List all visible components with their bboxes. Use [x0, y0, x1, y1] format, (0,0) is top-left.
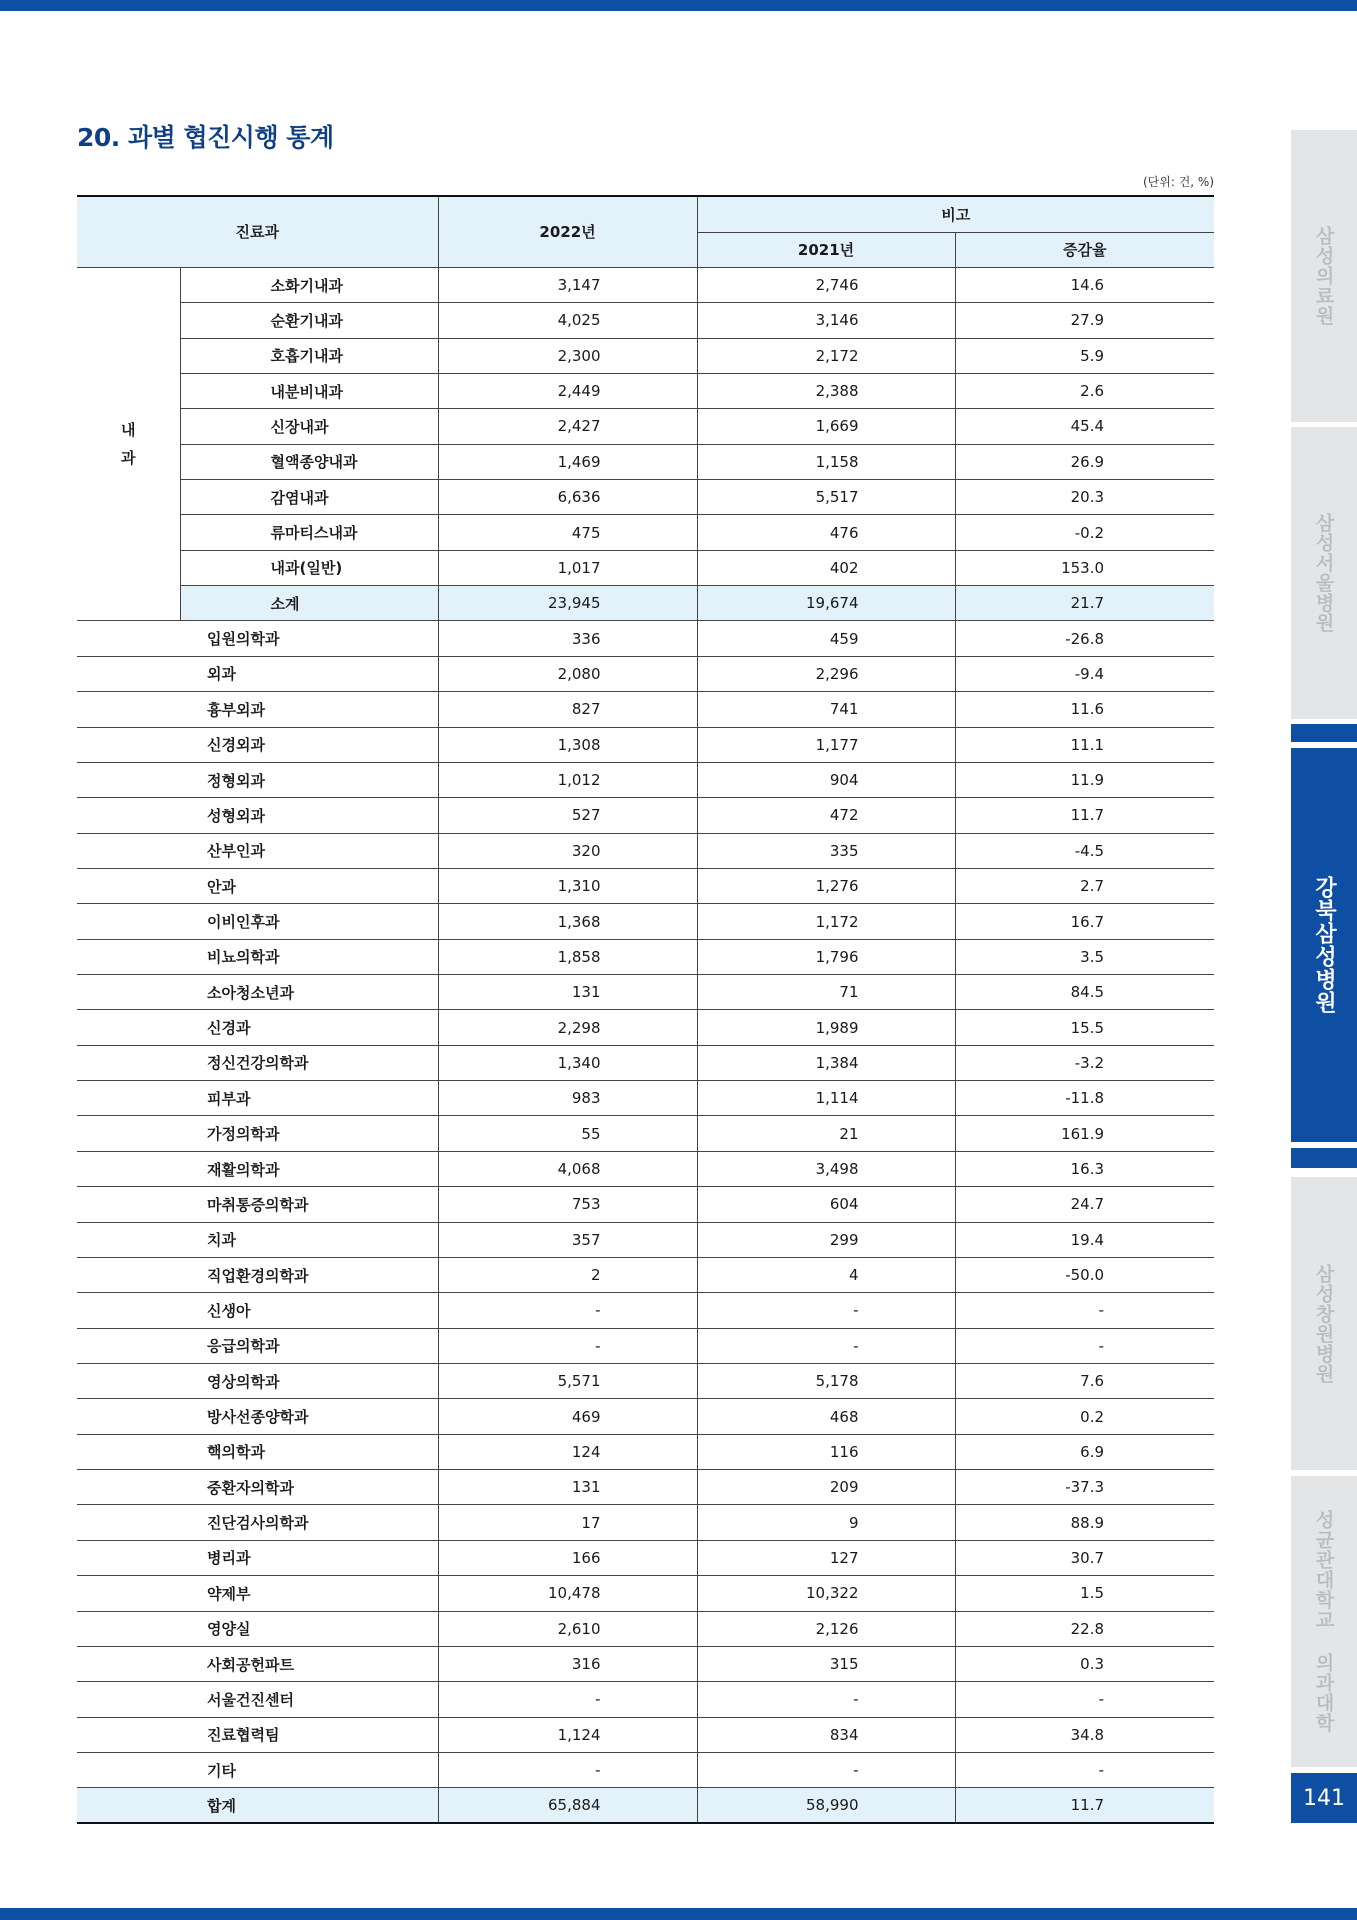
value-2022: 3,147 [438, 267, 697, 302]
change-rate: 11.1 [955, 727, 1214, 762]
value-2022: - [438, 1293, 697, 1328]
side-tab-accent [1291, 724, 1357, 742]
value-2022: 1,308 [438, 727, 697, 762]
value-2022: 6,636 [438, 480, 697, 515]
value-2021: 2,126 [697, 1611, 955, 1646]
table-row [77, 1081, 1214, 1116]
value-2022: 1,340 [438, 1045, 697, 1080]
change-rate: 45.4 [955, 409, 1214, 444]
value-2021: 116 [697, 1434, 955, 1469]
table-row [77, 975, 1214, 1010]
value-2021: 476 [697, 515, 955, 550]
table-row [77, 1364, 1214, 1399]
side-tab-4[interactable]: 삼성창원병원 [1291, 1177, 1357, 1470]
value-2022: 1,858 [438, 939, 697, 974]
table-row [77, 1045, 1214, 1080]
group-label-internal-medicine: 내 과 [77, 267, 180, 621]
value-2021: 459 [697, 621, 955, 656]
table-row [77, 1540, 1214, 1575]
dept-name: 방사선종양학과 [77, 1399, 438, 1434]
value-2021: 402 [697, 550, 955, 585]
change-rate: -26.8 [955, 621, 1214, 656]
header-remark: 비고 [697, 196, 1214, 232]
value-2021: 299 [697, 1222, 955, 1257]
value-2021: 1,276 [697, 868, 955, 903]
value-2021: 1,172 [697, 904, 955, 939]
value-2021: 2,296 [697, 656, 955, 691]
table-row [77, 1611, 1214, 1646]
change-rate: 11.9 [955, 762, 1214, 797]
bottom-bar [0, 1908, 1357, 1920]
change-rate: 26.9 [955, 444, 1214, 479]
dept-name: 서울건진센터 [77, 1682, 438, 1717]
table-row [77, 1505, 1214, 1540]
dept-name: 신생아 [77, 1293, 438, 1328]
dept-name: 안과 [77, 868, 438, 903]
change-rate: 88.9 [955, 1505, 1214, 1540]
change-rate: 6.9 [955, 1434, 1214, 1469]
table-row [77, 515, 1214, 550]
change-rate: 16.3 [955, 1151, 1214, 1186]
table-row [77, 692, 1214, 727]
table-row [77, 267, 1214, 302]
dept-name: 소계 [180, 586, 438, 621]
table-row [77, 1470, 1214, 1505]
dept-name: 외과 [77, 656, 438, 691]
change-rate: -9.4 [955, 656, 1214, 691]
dept-name: 재활의학과 [77, 1151, 438, 1186]
change-rate: 5.9 [955, 338, 1214, 373]
value-2021: 904 [697, 762, 955, 797]
value-2021: - [697, 1682, 955, 1717]
value-2022: 4,068 [438, 1151, 697, 1186]
value-2021: 315 [697, 1646, 955, 1681]
value-2021: - [697, 1752, 955, 1787]
dept-name: 흉부외과 [77, 692, 438, 727]
stats-table [77, 195, 1214, 1824]
table-row [77, 1010, 1214, 1045]
change-rate: 11.7 [955, 1788, 1214, 1823]
change-rate: 2.6 [955, 373, 1214, 408]
change-rate: 30.7 [955, 1540, 1214, 1575]
value-2021: 1,796 [697, 939, 955, 974]
change-rate: 19.4 [955, 1222, 1214, 1257]
dept-name: 응급의학과 [77, 1328, 438, 1363]
value-2021: 9 [697, 1505, 955, 1540]
change-rate: 16.7 [955, 904, 1214, 939]
value-2022: 475 [438, 515, 697, 550]
change-rate: - [955, 1682, 1214, 1717]
change-rate: -50.0 [955, 1257, 1214, 1292]
value-2021: 604 [697, 1187, 955, 1222]
dept-name: 합계 [77, 1788, 438, 1823]
value-2021: 5,178 [697, 1364, 955, 1399]
change-rate: 0.3 [955, 1646, 1214, 1681]
total-row [77, 1788, 1214, 1823]
value-2022: 2,080 [438, 656, 697, 691]
value-2021: 834 [697, 1717, 955, 1752]
value-2022: 1,368 [438, 904, 697, 939]
dept-name: 혈액종양내과 [180, 444, 438, 479]
dept-name: 산부인과 [77, 833, 438, 868]
dept-name: 치과 [77, 1222, 438, 1257]
change-rate: 15.5 [955, 1010, 1214, 1045]
value-2021: 58,990 [697, 1788, 955, 1823]
change-rate: 1.5 [955, 1576, 1214, 1611]
header-year-2022: 2022년 [438, 196, 697, 267]
dept-name: 신경과 [77, 1010, 438, 1045]
value-2022: 316 [438, 1646, 697, 1681]
value-2021: 1,114 [697, 1081, 955, 1116]
value-2022: 23,945 [438, 586, 697, 621]
table-row [77, 656, 1214, 691]
table-row [77, 939, 1214, 974]
value-2021: 71 [697, 975, 955, 1010]
value-2022: 1,017 [438, 550, 697, 585]
value-2022: 753 [438, 1187, 697, 1222]
table-row [77, 1717, 1214, 1752]
value-2022: 17 [438, 1505, 697, 1540]
change-rate: 14.6 [955, 267, 1214, 302]
value-2022: 124 [438, 1434, 697, 1469]
dept-name: 가정의학과 [77, 1116, 438, 1151]
change-rate: -37.3 [955, 1470, 1214, 1505]
value-2021: 472 [697, 798, 955, 833]
value-2022: - [438, 1752, 697, 1787]
dept-name: 신경외과 [77, 727, 438, 762]
value-2022: 2,427 [438, 409, 697, 444]
value-2021: - [697, 1328, 955, 1363]
table-row [77, 1257, 1214, 1292]
value-2022: 4,025 [438, 303, 697, 338]
change-rate: 0.2 [955, 1399, 1214, 1434]
dept-name: 입원의학과 [77, 621, 438, 656]
value-2021: 2,746 [697, 267, 955, 302]
page-number: 141 [1291, 1773, 1357, 1823]
header-year-2021: 2021년 [697, 232, 955, 267]
value-2022: 55 [438, 1116, 697, 1151]
dept-name: 내분비내과 [180, 373, 438, 408]
side-tab-2[interactable]: 삼성서울병원 [1291, 427, 1357, 719]
change-rate: - [955, 1752, 1214, 1787]
change-rate: -11.8 [955, 1081, 1214, 1116]
change-rate: - [955, 1293, 1214, 1328]
value-2022: 336 [438, 621, 697, 656]
dept-name: 핵의학과 [77, 1434, 438, 1469]
unit-note: (단위: 건, %) [1142, 175, 1214, 189]
value-2022: 166 [438, 1540, 697, 1575]
side-tab-accent [1291, 1148, 1357, 1168]
dept-name: 영상의학과 [77, 1364, 438, 1399]
change-rate: 20.3 [955, 480, 1214, 515]
change-rate: 84.5 [955, 975, 1214, 1010]
table-row [77, 727, 1214, 762]
value-2022: 5,571 [438, 1364, 697, 1399]
table-row [77, 1399, 1214, 1434]
table-row [77, 480, 1214, 515]
change-rate: 3.5 [955, 939, 1214, 974]
value-2021: 19,674 [697, 586, 955, 621]
table-row [77, 1293, 1214, 1328]
table-row [77, 1151, 1214, 1186]
subtotal-row [77, 586, 1214, 621]
dept-name: 약제부 [77, 1576, 438, 1611]
value-2022: 320 [438, 833, 697, 868]
change-rate: 153.0 [955, 550, 1214, 585]
value-2022: 1,310 [438, 868, 697, 903]
dept-name: 피부과 [77, 1081, 438, 1116]
change-rate: 21.7 [955, 586, 1214, 621]
dept-name: 정형외과 [77, 762, 438, 797]
value-2022: 469 [438, 1399, 697, 1434]
value-2022: 357 [438, 1222, 697, 1257]
value-2022: 2 [438, 1257, 697, 1292]
value-2021: 127 [697, 1540, 955, 1575]
side-tab-1[interactable]: 삼성의료원 [1291, 130, 1357, 422]
dept-name: 직업환경의학과 [77, 1257, 438, 1292]
header-dept: 진료과 [77, 196, 438, 267]
change-rate: 27.9 [955, 303, 1214, 338]
change-rate: 11.6 [955, 692, 1214, 727]
change-rate: 161.9 [955, 1116, 1214, 1151]
change-rate: -3.2 [955, 1045, 1214, 1080]
value-2021: 335 [697, 833, 955, 868]
top-bar [0, 0, 1357, 11]
value-2022: 2,610 [438, 1611, 697, 1646]
dept-name: 영양실 [77, 1611, 438, 1646]
value-2022: 2,449 [438, 373, 697, 408]
value-2021: 741 [697, 692, 955, 727]
table-row [77, 1328, 1214, 1363]
dept-name: 이비인후과 [77, 904, 438, 939]
value-2021: 2,172 [697, 338, 955, 373]
dept-name: 진단검사의학과 [77, 1505, 438, 1540]
value-2022: - [438, 1682, 697, 1717]
value-2022: 131 [438, 975, 697, 1010]
table-row [77, 798, 1214, 833]
value-2022: 65,884 [438, 1788, 697, 1823]
table-row [77, 1682, 1214, 1717]
value-2021: 2,388 [697, 373, 955, 408]
change-rate: 7.6 [955, 1364, 1214, 1399]
value-2021: 5,517 [697, 480, 955, 515]
value-2022: 2,298 [438, 1010, 697, 1045]
table-row [77, 1434, 1214, 1469]
table-row [77, 1187, 1214, 1222]
value-2021: 1,177 [697, 727, 955, 762]
change-rate: 24.7 [955, 1187, 1214, 1222]
value-2021: 1,669 [697, 409, 955, 444]
change-rate: -4.5 [955, 833, 1214, 868]
dept-name: 정신건강의학과 [77, 1045, 438, 1080]
table-row [77, 373, 1214, 408]
table-row [77, 621, 1214, 656]
dept-name: 소아청소년과 [77, 975, 438, 1010]
value-2021: 468 [697, 1399, 955, 1434]
value-2021: 1,158 [697, 444, 955, 479]
value-2021: 4 [697, 1257, 955, 1292]
value-2022: 827 [438, 692, 697, 727]
change-rate: 2.7 [955, 868, 1214, 903]
table-row [77, 762, 1214, 797]
value-2021: - [697, 1293, 955, 1328]
dept-name: 감염내과 [180, 480, 438, 515]
dept-name: 기타 [77, 1752, 438, 1787]
value-2022: - [438, 1328, 697, 1363]
value-2021: 21 [697, 1116, 955, 1151]
value-2021: 3,498 [697, 1151, 955, 1186]
table-row [77, 409, 1214, 444]
dept-name: 중환자의학과 [77, 1470, 438, 1505]
table-row [77, 904, 1214, 939]
value-2022: 131 [438, 1470, 697, 1505]
value-2022: 983 [438, 1081, 697, 1116]
table-row [77, 1116, 1214, 1151]
table-row [77, 444, 1214, 479]
value-2022: 1,012 [438, 762, 697, 797]
dept-name: 순환기내과 [180, 303, 438, 338]
page-title: 20. 과별 협진시행 통계 [77, 123, 334, 152]
dept-name: 소화기내과 [180, 267, 438, 302]
table-row [77, 1576, 1214, 1611]
table-row [77, 338, 1214, 373]
dept-name: 진료협력팀 [77, 1717, 438, 1752]
dept-name: 마취통증의학과 [77, 1187, 438, 1222]
dept-name: 비뇨의학과 [77, 939, 438, 974]
value-2021: 10,322 [697, 1576, 955, 1611]
change-rate: -0.2 [955, 515, 1214, 550]
table-row [77, 833, 1214, 868]
change-rate: - [955, 1328, 1214, 1363]
change-rate: 11.7 [955, 798, 1214, 833]
table-row [77, 1222, 1214, 1257]
change-rate: 34.8 [955, 1717, 1214, 1752]
dept-name: 류마티스내과 [180, 515, 438, 550]
value-2022: 1,124 [438, 1717, 697, 1752]
value-2022: 10,478 [438, 1576, 697, 1611]
table-row [77, 868, 1214, 903]
change-rate: 22.8 [955, 1611, 1214, 1646]
side-tab-5[interactable]: 성균관대학교 의과대학 [1291, 1476, 1357, 1767]
value-2021: 209 [697, 1470, 955, 1505]
dept-name: 병리과 [77, 1540, 438, 1575]
value-2021: 1,989 [697, 1010, 955, 1045]
dept-name: 성형외과 [77, 798, 438, 833]
dept-name: 호흡기내과 [180, 338, 438, 373]
value-2021: 3,146 [697, 303, 955, 338]
header-change-rate: 증감율 [955, 232, 1214, 267]
value-2022: 1,469 [438, 444, 697, 479]
dept-name: 신장내과 [180, 409, 438, 444]
value-2022: 527 [438, 798, 697, 833]
dept-name: 사회공헌파트 [77, 1646, 438, 1681]
table-row [77, 1646, 1214, 1681]
value-2022: 2,300 [438, 338, 697, 373]
table-row [77, 303, 1214, 338]
value-2021: 1,384 [697, 1045, 955, 1080]
table-row [77, 550, 1214, 585]
table-row [77, 1752, 1214, 1787]
side-tab-3[interactable]: 강북삼성병원 [1291, 748, 1357, 1142]
dept-name: 내과(일반) [180, 550, 438, 585]
